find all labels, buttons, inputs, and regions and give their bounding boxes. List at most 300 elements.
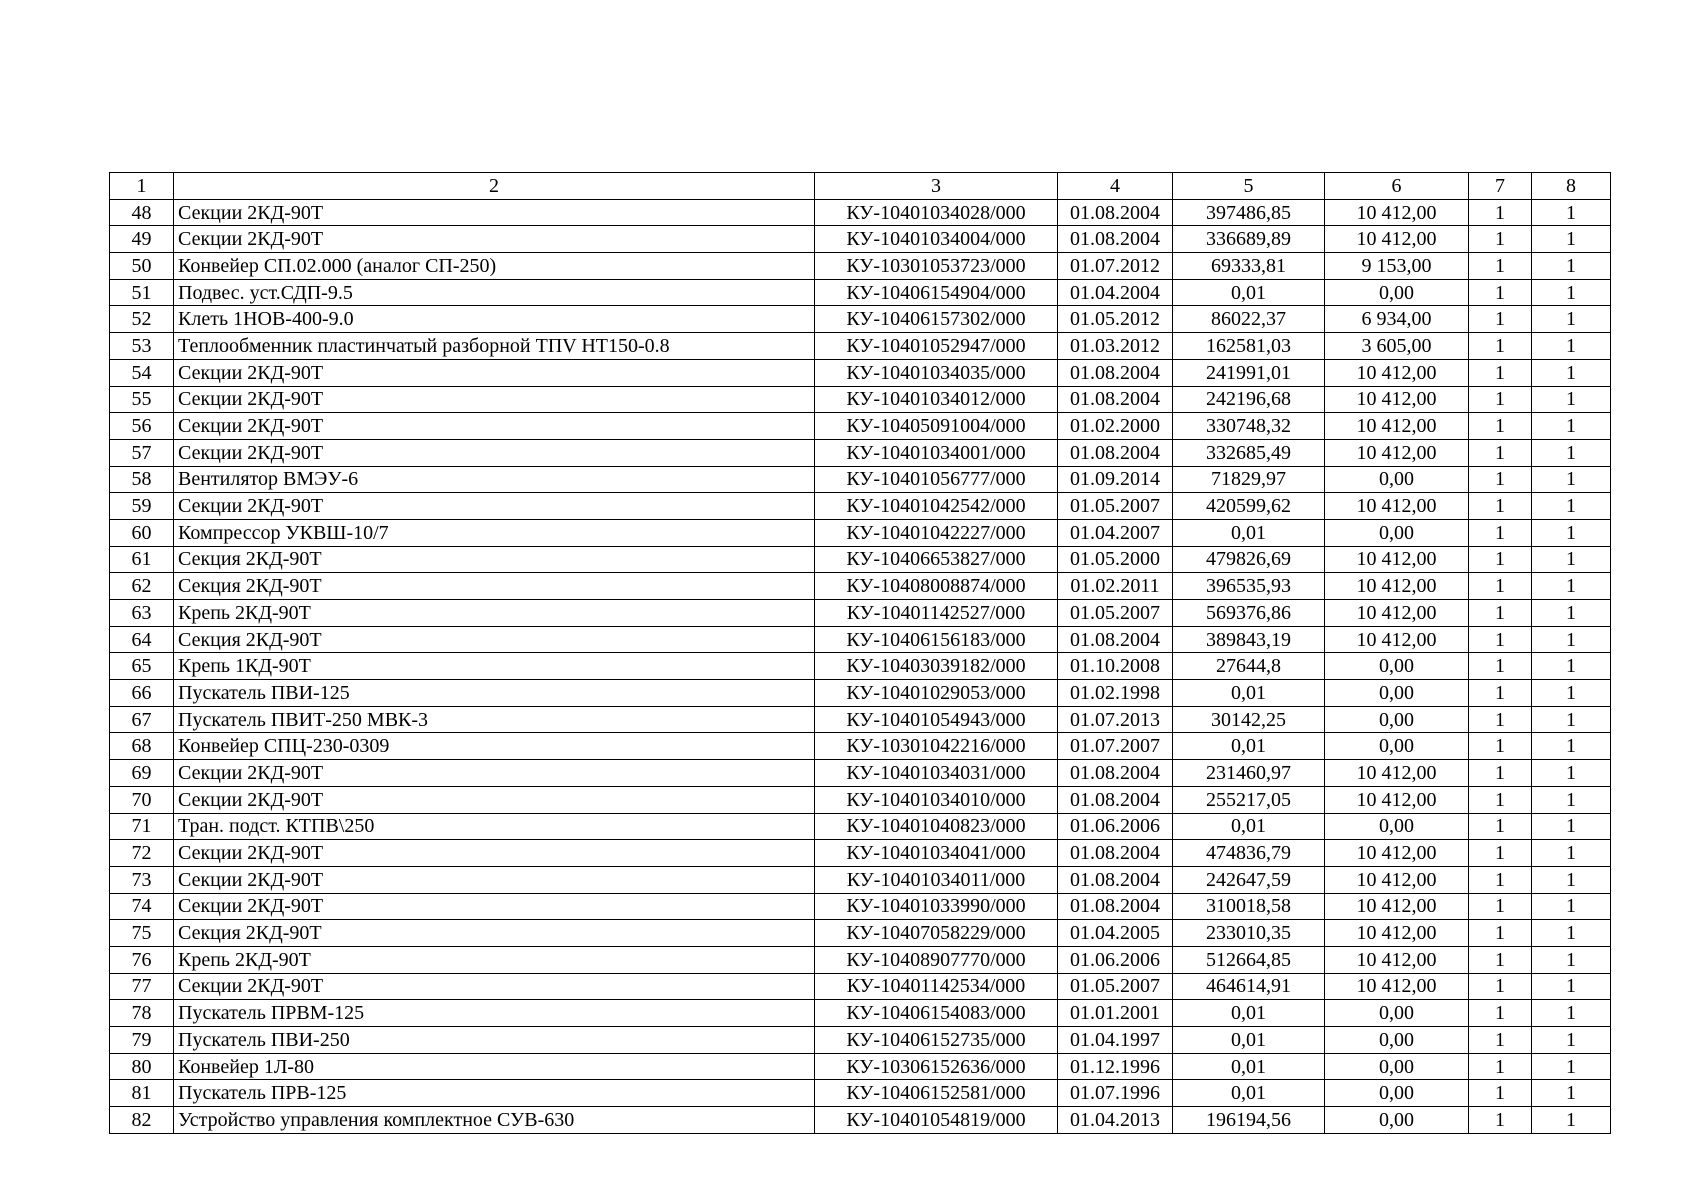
cell-inventory-number: КУ-10407058229/000 <box>815 920 1058 947</box>
cell-row-number: 53 <box>110 333 174 360</box>
cell-amount: 0,00 <box>1325 1027 1469 1054</box>
table-body <box>110 173 1611 1134</box>
cell-quantity-col8: 1 <box>1532 760 1611 787</box>
cell-value: 420599,62 <box>1173 493 1325 520</box>
cell-quantity-col7: 1 <box>1469 279 1532 306</box>
cell-value: 69333,81 <box>1173 253 1325 280</box>
cell-quantity-col7: 1 <box>1469 813 1532 840</box>
cell-quantity-col7: 1 <box>1469 866 1532 893</box>
cell-quantity-col7: 1 <box>1469 253 1532 280</box>
cell-item-name: Клеть 1НОВ-400-9.0 <box>174 306 815 333</box>
cell-inventory-number: КУ-10401034035/000 <box>815 359 1058 386</box>
table-row <box>110 1053 1611 1080</box>
cell-date: 01.05.2007 <box>1058 493 1173 520</box>
cell-quantity-col8: 1 <box>1532 733 1611 760</box>
cell-item-name: Компрессор УКВШ-10/7 <box>174 519 815 546</box>
cell-row-number: 49 <box>110 226 174 253</box>
cell-item-name: Секции 2КД-90Т <box>174 413 815 440</box>
cell-inventory-number: КУ-10401142527/000 <box>815 600 1058 627</box>
cell-row-number: 69 <box>110 760 174 787</box>
cell-amount: 10 412,00 <box>1325 439 1469 466</box>
cell-item-name: Теплообменник пластинчатый разборной ТПV НТ150-0.8 <box>174 333 815 360</box>
cell-quantity-col7: 1 <box>1469 653 1532 680</box>
cell-quantity-col8: 1 <box>1532 226 1611 253</box>
table-row <box>110 439 1611 466</box>
cell-quantity-col7: 1 <box>1469 1053 1532 1080</box>
cell-date: 01.02.2011 <box>1058 573 1173 600</box>
cell-row-number: 78 <box>110 1000 174 1027</box>
cell-date: 01.08.2004 <box>1058 866 1173 893</box>
table-row <box>110 893 1611 920</box>
cell-date: 01.04.2013 <box>1058 1107 1173 1134</box>
cell-quantity-col8: 1 <box>1532 946 1611 973</box>
cell-amount: 10 412,00 <box>1325 573 1469 600</box>
cell-quantity-col8: 1 <box>1532 519 1611 546</box>
cell-inventory-number: КУ-10401034031/000 <box>815 760 1058 787</box>
cell-amount: 0,00 <box>1325 680 1469 707</box>
cell-amount: 0,00 <box>1325 1107 1469 1134</box>
cell-quantity-col7: 1 <box>1469 786 1532 813</box>
cell-row-number: 70 <box>110 786 174 813</box>
cell-amount: 0,00 <box>1325 1053 1469 1080</box>
cell-item-name: Секции 2КД-90Т <box>174 199 815 226</box>
cell-row-number: 52 <box>110 306 174 333</box>
cell-inventory-number: КУ-10406653827/000 <box>815 546 1058 573</box>
table-row <box>110 333 1611 360</box>
cell-row-number: 54 <box>110 359 174 386</box>
cell-inventory-number: КУ-10405091004/000 <box>815 413 1058 440</box>
cell-quantity-col7: 1 <box>1469 1000 1532 1027</box>
cell-value: 242196,68 <box>1173 386 1325 413</box>
cell-quantity-col8: 1 <box>1532 279 1611 306</box>
cell-inventory-number: КУ-10401056777/000 <box>815 466 1058 493</box>
cell-row-number: 48 <box>110 199 174 226</box>
cell-amount: 10 412,00 <box>1325 626 1469 653</box>
cell-inventory-number: КУ-10401034010/000 <box>815 786 1058 813</box>
cell-quantity-col8: 1 <box>1532 626 1611 653</box>
cell-date: 01.05.2007 <box>1058 973 1173 1000</box>
cell-value: 30142,25 <box>1173 706 1325 733</box>
cell-item-name: Секции 2КД-90Т <box>174 439 815 466</box>
header-cell-name: 2 <box>174 173 815 200</box>
cell-quantity-col7: 1 <box>1469 413 1532 440</box>
cell-quantity-col7: 1 <box>1469 1107 1532 1134</box>
cell-value: 0,01 <box>1173 519 1325 546</box>
table-row <box>110 493 1611 520</box>
cell-quantity-col8: 1 <box>1532 546 1611 573</box>
cell-amount: 10 412,00 <box>1325 760 1469 787</box>
table-row <box>110 573 1611 600</box>
cell-quantity-col8: 1 <box>1532 1027 1611 1054</box>
cell-value: 241991,01 <box>1173 359 1325 386</box>
cell-quantity-col7: 1 <box>1469 386 1532 413</box>
table-row <box>110 813 1611 840</box>
cell-row-number: 60 <box>110 519 174 546</box>
cell-date: 01.06.2006 <box>1058 813 1173 840</box>
cell-row-number: 58 <box>110 466 174 493</box>
cell-row-number: 67 <box>110 706 174 733</box>
cell-item-name: Тран. подст. КТПВ\250 <box>174 813 815 840</box>
cell-quantity-col7: 1 <box>1469 493 1532 520</box>
table-row <box>110 359 1611 386</box>
cell-amount: 10 412,00 <box>1325 946 1469 973</box>
cell-date: 01.05.2000 <box>1058 546 1173 573</box>
cell-amount: 0,00 <box>1325 813 1469 840</box>
cell-inventory-number: КУ-10406154083/000 <box>815 1000 1058 1027</box>
cell-row-number: 56 <box>110 413 174 440</box>
table-row <box>110 546 1611 573</box>
cell-date: 01.06.2006 <box>1058 946 1173 973</box>
cell-quantity-col8: 1 <box>1532 706 1611 733</box>
table-row <box>110 973 1611 1000</box>
cell-quantity-col8: 1 <box>1532 306 1611 333</box>
cell-amount: 10 412,00 <box>1325 973 1469 1000</box>
table-row <box>110 920 1611 947</box>
cell-amount: 10 412,00 <box>1325 893 1469 920</box>
cell-value: 464614,91 <box>1173 973 1325 1000</box>
table-row <box>110 1107 1611 1134</box>
cell-date: 01.08.2004 <box>1058 786 1173 813</box>
table-row <box>110 1000 1611 1027</box>
header-cell-inventory-number: 3 <box>815 173 1058 200</box>
cell-quantity-col8: 1 <box>1532 413 1611 440</box>
cell-amount: 0,00 <box>1325 279 1469 306</box>
cell-date: 01.08.2004 <box>1058 226 1173 253</box>
cell-row-number: 81 <box>110 1080 174 1107</box>
cell-quantity-col7: 1 <box>1469 306 1532 333</box>
cell-amount: 10 412,00 <box>1325 493 1469 520</box>
table-row <box>110 466 1611 493</box>
cell-quantity-col8: 1 <box>1532 893 1611 920</box>
cell-inventory-number: КУ-10301042216/000 <box>815 733 1058 760</box>
cell-item-name: Секция 2КД-90Т <box>174 546 815 573</box>
cell-amount: 10 412,00 <box>1325 786 1469 813</box>
cell-quantity-col7: 1 <box>1469 199 1532 226</box>
cell-amount: 10 412,00 <box>1325 840 1469 867</box>
cell-inventory-number: КУ-10406154904/000 <box>815 279 1058 306</box>
cell-inventory-number: КУ-10401040823/000 <box>815 813 1058 840</box>
cell-inventory-number: КУ-10408907770/000 <box>815 946 1058 973</box>
cell-amount: 0,00 <box>1325 1000 1469 1027</box>
cell-row-number: 50 <box>110 253 174 280</box>
cell-row-number: 62 <box>110 573 174 600</box>
cell-row-number: 77 <box>110 973 174 1000</box>
cell-quantity-col8: 1 <box>1532 466 1611 493</box>
cell-amount: 0,00 <box>1325 706 1469 733</box>
cell-row-number: 66 <box>110 680 174 707</box>
cell-item-name: Секция 2КД-90Т <box>174 920 815 947</box>
cell-value: 310018,58 <box>1173 893 1325 920</box>
cell-date: 01.05.2012 <box>1058 306 1173 333</box>
cell-date: 01.02.1998 <box>1058 680 1173 707</box>
cell-date: 01.08.2004 <box>1058 199 1173 226</box>
table-row <box>110 626 1611 653</box>
cell-amount: 10 412,00 <box>1325 920 1469 947</box>
cell-quantity-col7: 1 <box>1469 466 1532 493</box>
cell-item-name: Пускатель ПРВМ-125 <box>174 1000 815 1027</box>
table-row <box>110 519 1611 546</box>
cell-quantity-col7: 1 <box>1469 600 1532 627</box>
cell-quantity-col8: 1 <box>1532 253 1611 280</box>
header-cell-index: 1 <box>110 173 174 200</box>
cell-row-number: 82 <box>110 1107 174 1134</box>
cell-value: 242647,59 <box>1173 866 1325 893</box>
cell-value: 255217,05 <box>1173 786 1325 813</box>
cell-row-number: 71 <box>110 813 174 840</box>
cell-date: 01.09.2014 <box>1058 466 1173 493</box>
cell-amount: 0,00 <box>1325 653 1469 680</box>
cell-value: 336689,89 <box>1173 226 1325 253</box>
cell-inventory-number: КУ-10306152636/000 <box>815 1053 1058 1080</box>
cell-date: 01.10.2008 <box>1058 653 1173 680</box>
cell-value: 479826,69 <box>1173 546 1325 573</box>
cell-value: 0,01 <box>1173 1000 1325 1027</box>
cell-date: 01.02.2000 <box>1058 413 1173 440</box>
cell-row-number: 51 <box>110 279 174 306</box>
cell-date: 01.07.2012 <box>1058 253 1173 280</box>
table-header-row <box>110 173 1611 200</box>
cell-quantity-col7: 1 <box>1469 1080 1532 1107</box>
cell-item-name: Секции 2КД-90Т <box>174 386 815 413</box>
cell-inventory-number: КУ-10401054819/000 <box>815 1107 1058 1134</box>
cell-quantity-col8: 1 <box>1532 866 1611 893</box>
table-row <box>110 733 1611 760</box>
cell-quantity-col7: 1 <box>1469 893 1532 920</box>
cell-quantity-col8: 1 <box>1532 973 1611 1000</box>
table-row <box>110 653 1611 680</box>
cell-value: 0,01 <box>1173 1080 1325 1107</box>
cell-inventory-number: КУ-10401052947/000 <box>815 333 1058 360</box>
cell-item-name: Секции 2КД-90Т <box>174 493 815 520</box>
cell-quantity-col7: 1 <box>1469 573 1532 600</box>
cell-inventory-number: КУ-10401029053/000 <box>815 680 1058 707</box>
cell-date: 01.04.1997 <box>1058 1027 1173 1054</box>
cell-date: 01.04.2004 <box>1058 279 1173 306</box>
cell-value: 332685,49 <box>1173 439 1325 466</box>
header-cell-date: 4 <box>1058 173 1173 200</box>
cell-row-number: 68 <box>110 733 174 760</box>
cell-item-name: Секция 2КД-90Т <box>174 573 815 600</box>
cell-quantity-col7: 1 <box>1469 680 1532 707</box>
cell-quantity-col7: 1 <box>1469 333 1532 360</box>
cell-date: 01.07.1996 <box>1058 1080 1173 1107</box>
cell-item-name: Пускатель ПВИТ-250 МВК-3 <box>174 706 815 733</box>
cell-date: 01.08.2004 <box>1058 893 1173 920</box>
cell-row-number: 64 <box>110 626 174 653</box>
cell-item-name: Подвес. уст.СДП-9.5 <box>174 279 815 306</box>
cell-value: 0,01 <box>1173 279 1325 306</box>
table-row <box>110 199 1611 226</box>
cell-amount: 10 412,00 <box>1325 866 1469 893</box>
cell-item-name: Пускатель ПРВ-125 <box>174 1080 815 1107</box>
cell-row-number: 79 <box>110 1027 174 1054</box>
cell-quantity-col8: 1 <box>1532 439 1611 466</box>
cell-amount: 10 412,00 <box>1325 199 1469 226</box>
cell-quantity-col7: 1 <box>1469 946 1532 973</box>
cell-item-name: Секции 2КД-90Т <box>174 840 815 867</box>
table-row <box>110 413 1611 440</box>
table-row <box>110 786 1611 813</box>
cell-quantity-col8: 1 <box>1532 1107 1611 1134</box>
cell-quantity-col7: 1 <box>1469 706 1532 733</box>
cell-date: 01.01.2001 <box>1058 1000 1173 1027</box>
cell-inventory-number: КУ-10401054943/000 <box>815 706 1058 733</box>
cell-value: 569376,86 <box>1173 600 1325 627</box>
table-row <box>110 600 1611 627</box>
header-cell-amount: 6 <box>1325 173 1469 200</box>
cell-row-number: 63 <box>110 600 174 627</box>
cell-item-name: Секции 2КД-90Т <box>174 760 815 787</box>
inventory-table <box>109 172 1611 1134</box>
cell-value: 71829,97 <box>1173 466 1325 493</box>
cell-quantity-col8: 1 <box>1532 653 1611 680</box>
table-row <box>110 840 1611 867</box>
cell-quantity-col7: 1 <box>1469 840 1532 867</box>
cell-amount: 10 412,00 <box>1325 359 1469 386</box>
cell-quantity-col8: 1 <box>1532 786 1611 813</box>
cell-date: 01.07.2013 <box>1058 706 1173 733</box>
cell-inventory-number: КУ-10403039182/000 <box>815 653 1058 680</box>
cell-quantity-col7: 1 <box>1469 733 1532 760</box>
cell-quantity-col8: 1 <box>1532 573 1611 600</box>
cell-inventory-number: КУ-10401042542/000 <box>815 493 1058 520</box>
cell-inventory-number: КУ-10406156183/000 <box>815 626 1058 653</box>
cell-date: 01.07.2007 <box>1058 733 1173 760</box>
cell-quantity-col8: 1 <box>1532 359 1611 386</box>
cell-item-name: Секции 2КД-90Т <box>174 893 815 920</box>
cell-quantity-col8: 1 <box>1532 813 1611 840</box>
cell-amount: 6 934,00 <box>1325 306 1469 333</box>
cell-amount: 9 153,00 <box>1325 253 1469 280</box>
cell-quantity-col8: 1 <box>1532 600 1611 627</box>
cell-date: 01.03.2012 <box>1058 333 1173 360</box>
cell-item-name: Секции 2КД-90Т <box>174 786 815 813</box>
table-row <box>110 946 1611 973</box>
cell-date: 01.08.2004 <box>1058 840 1173 867</box>
cell-quantity-col7: 1 <box>1469 1027 1532 1054</box>
cell-quantity-col7: 1 <box>1469 760 1532 787</box>
table-row <box>110 386 1611 413</box>
table-row <box>110 866 1611 893</box>
cell-value: 0,01 <box>1173 733 1325 760</box>
cell-amount: 10 412,00 <box>1325 546 1469 573</box>
cell-quantity-col8: 1 <box>1532 920 1611 947</box>
cell-date: 01.08.2004 <box>1058 386 1173 413</box>
cell-row-number: 80 <box>110 1053 174 1080</box>
cell-inventory-number: КУ-10401042227/000 <box>815 519 1058 546</box>
cell-item-name: Крепь 1КД-90Т <box>174 653 815 680</box>
cell-item-name: Конвейер 1Л-80 <box>174 1053 815 1080</box>
cell-item-name: Секции 2КД-90Т <box>174 866 815 893</box>
cell-quantity-col8: 1 <box>1532 333 1611 360</box>
cell-quantity-col7: 1 <box>1469 359 1532 386</box>
cell-quantity-col7: 1 <box>1469 920 1532 947</box>
cell-item-name: Секция 2КД-90Т <box>174 626 815 653</box>
cell-value: 0,01 <box>1173 1053 1325 1080</box>
table-row <box>110 680 1611 707</box>
cell-value: 0,01 <box>1173 680 1325 707</box>
cell-amount: 10 412,00 <box>1325 386 1469 413</box>
header-cell-col7: 7 <box>1469 173 1532 200</box>
cell-amount: 10 412,00 <box>1325 413 1469 440</box>
cell-value: 0,01 <box>1173 1027 1325 1054</box>
cell-inventory-number: КУ-10401034028/000 <box>815 199 1058 226</box>
cell-row-number: 59 <box>110 493 174 520</box>
cell-amount: 3 605,00 <box>1325 333 1469 360</box>
cell-item-name: Устройство управления комплектное СУВ-630 <box>174 1107 815 1134</box>
header-cell-col8: 8 <box>1532 173 1611 200</box>
cell-date: 01.08.2004 <box>1058 760 1173 787</box>
cell-quantity-col8: 1 <box>1532 1053 1611 1080</box>
cell-inventory-number: КУ-10401034041/000 <box>815 840 1058 867</box>
cell-quantity-col7: 1 <box>1469 226 1532 253</box>
cell-inventory-number: КУ-10401142534/000 <box>815 973 1058 1000</box>
cell-quantity-col8: 1 <box>1532 1000 1611 1027</box>
cell-item-name: Секции 2КД-90Т <box>174 973 815 1000</box>
cell-value: 397486,85 <box>1173 199 1325 226</box>
cell-inventory-number: КУ-10406152735/000 <box>815 1027 1058 1054</box>
cell-item-name: Вентилятор ВМЭУ-6 <box>174 466 815 493</box>
cell-amount: 0,00 <box>1325 519 1469 546</box>
cell-amount: 10 412,00 <box>1325 600 1469 627</box>
table-row <box>110 226 1611 253</box>
cell-quantity-col7: 1 <box>1469 519 1532 546</box>
cell-row-number: 76 <box>110 946 174 973</box>
cell-row-number: 61 <box>110 546 174 573</box>
cell-inventory-number: КУ-10401034004/000 <box>815 226 1058 253</box>
cell-value: 231460,97 <box>1173 760 1325 787</box>
cell-date: 01.08.2004 <box>1058 626 1173 653</box>
cell-value: 86022,37 <box>1173 306 1325 333</box>
table-row <box>110 1080 1611 1107</box>
header-cell-value: 5 <box>1173 173 1325 200</box>
cell-inventory-number: КУ-10401034001/000 <box>815 439 1058 466</box>
cell-quantity-col7: 1 <box>1469 973 1532 1000</box>
cell-amount: 0,00 <box>1325 466 1469 493</box>
cell-inventory-number: КУ-10401033990/000 <box>815 893 1058 920</box>
cell-value: 389843,19 <box>1173 626 1325 653</box>
cell-date: 01.04.2007 <box>1058 519 1173 546</box>
table-row <box>110 706 1611 733</box>
cell-inventory-number: КУ-10406157302/000 <box>815 306 1058 333</box>
cell-quantity-col7: 1 <box>1469 546 1532 573</box>
cell-item-name: Пускатель ПВИ-125 <box>174 680 815 707</box>
cell-quantity-col7: 1 <box>1469 626 1532 653</box>
cell-value: 396535,93 <box>1173 573 1325 600</box>
cell-date: 01.04.2005 <box>1058 920 1173 947</box>
cell-inventory-number: КУ-10401034012/000 <box>815 386 1058 413</box>
cell-item-name: Крепь 2КД-90Т <box>174 946 815 973</box>
cell-item-name: Секции 2КД-90Т <box>174 226 815 253</box>
cell-quantity-col8: 1 <box>1532 493 1611 520</box>
cell-row-number: 73 <box>110 866 174 893</box>
cell-amount: 0,00 <box>1325 1080 1469 1107</box>
cell-value: 0,01 <box>1173 813 1325 840</box>
cell-value: 162581,03 <box>1173 333 1325 360</box>
cell-inventory-number: КУ-10401034011/000 <box>815 866 1058 893</box>
table-row <box>110 253 1611 280</box>
cell-row-number: 72 <box>110 840 174 867</box>
table-row <box>110 306 1611 333</box>
cell-row-number: 74 <box>110 893 174 920</box>
cell-date: 01.05.2007 <box>1058 600 1173 627</box>
cell-row-number: 65 <box>110 653 174 680</box>
cell-item-name: Секции 2КД-90Т <box>174 359 815 386</box>
cell-inventory-number: КУ-10301053723/000 <box>815 253 1058 280</box>
cell-value: 512664,85 <box>1173 946 1325 973</box>
cell-quantity-col8: 1 <box>1532 386 1611 413</box>
cell-date: 01.08.2004 <box>1058 359 1173 386</box>
